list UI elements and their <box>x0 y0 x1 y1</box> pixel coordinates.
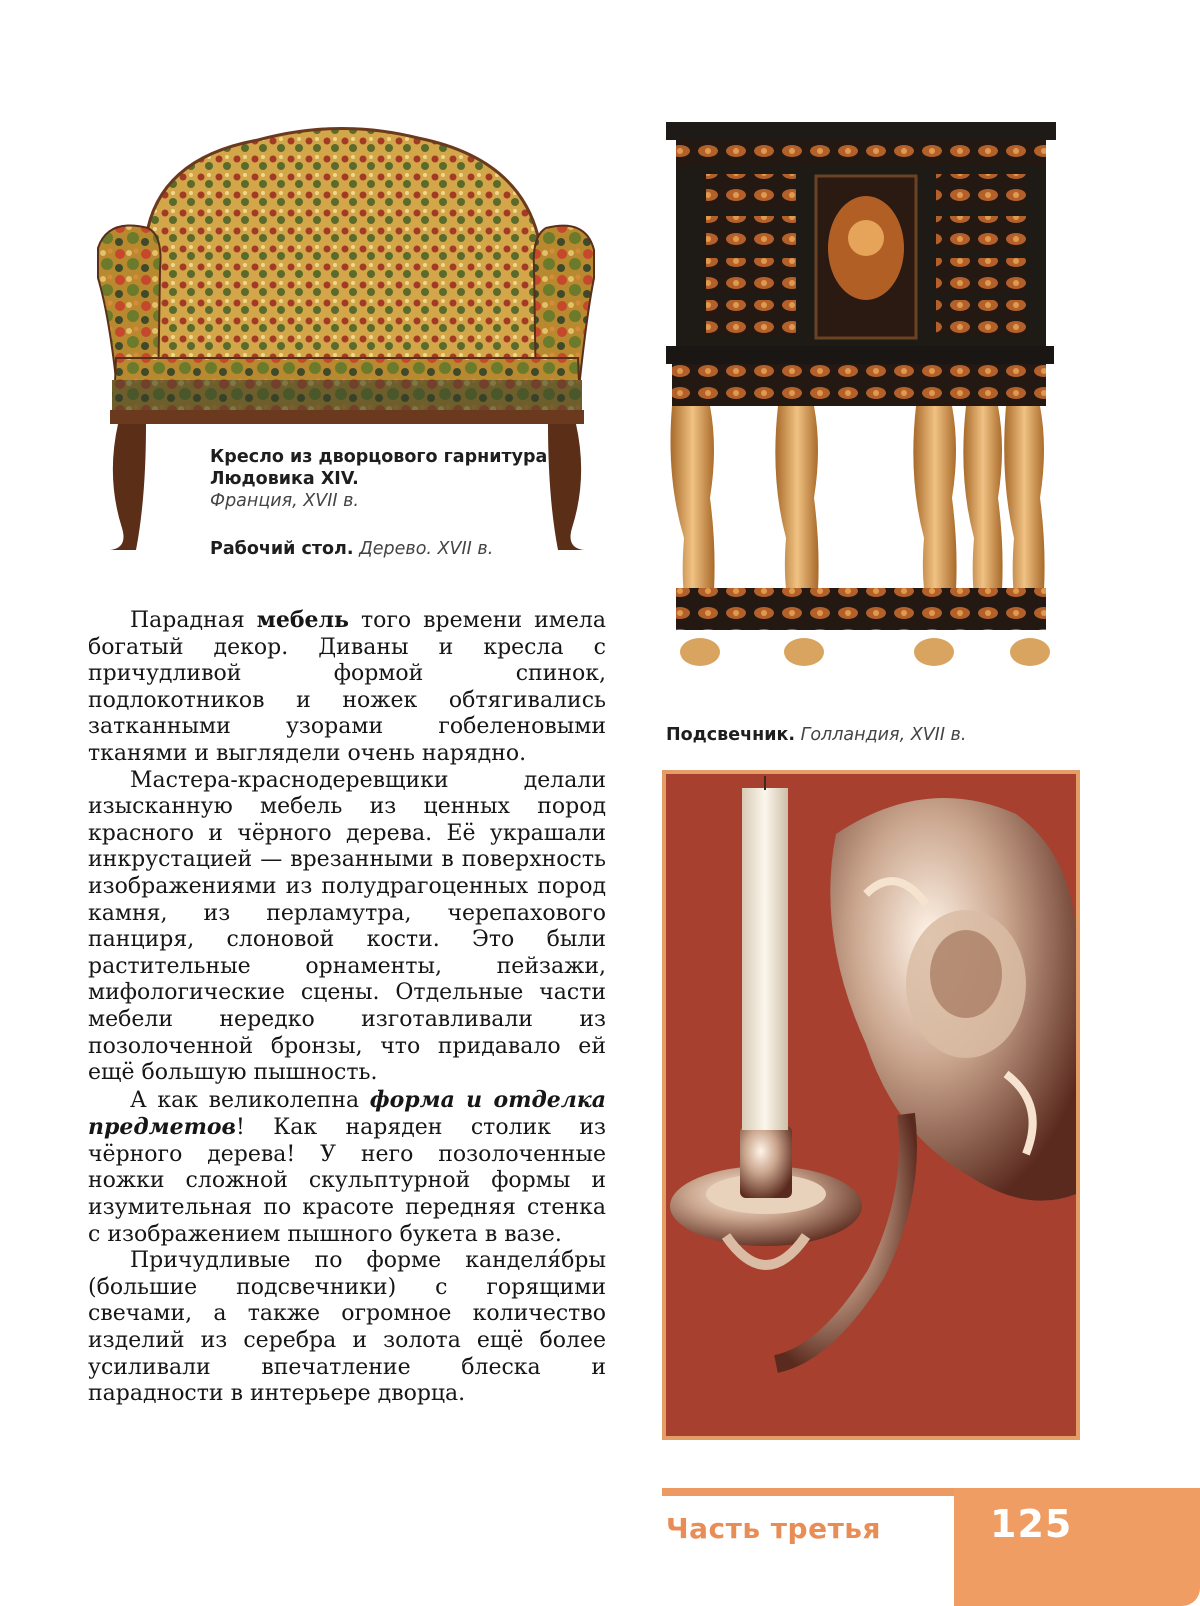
table-caption-title: Рабочий стол. <box>210 539 354 559</box>
p1-text-end: того времени имела богатый декор. Диваны и кресла с причудливой формой спинок, подлокотников и ножек обтягивались затканными узорами гобеленовыми тканями и выглядели очень нарядно. <box>88 608 606 766</box>
page-number: 125 <box>990 1502 1073 1546</box>
sconce-image <box>662 770 1080 1440</box>
paragraph-2: Мастера-краснодеревщики делали изысканную мебель из ценных пород красного и чёрного дерева. Её украшали инкрустацией — врезанными в поверхность изображениями из полудрагоценных пород камня, из перламутра, черепахового панциря, слоновой кости. Это были растительные орнаменты, пейзажи, мифологические сцены. Отдельные части мебели нередко изготавливали из позолоченной бронзы, что придавало ей ещё большую пышность. <box>88 767 606 1086</box>
paragraph-1 <box>88 607 606 768</box>
sofa-caption-origin: Франция, XVII в. <box>210 491 359 511</box>
p1-text-start: Парадная <box>130 608 257 633</box>
paragraph-4: Причудливые по форме канделя́бры (большие подсвечники) с горящими свечами, а также огромное количество изделий из серебра и золота ещё более усиливали впечатление блеска и парадности в интерьере дворца. <box>88 1248 606 1407</box>
p3-text-end: ! Как наряден столик из чёрного дерева! У него позолоченные ножки сложной скульптурной формы и изумительная по красоте передняя стенка с изображением пышного букета в вазе. <box>88 1115 606 1247</box>
table-caption <box>210 538 590 560</box>
sconce-caption-origin: Голландия, XVII в. <box>800 725 967 745</box>
sofa-caption-title: Кресло из дворцового гарнитура Людовика XIV. <box>210 447 548 489</box>
cabinet-image <box>666 118 1082 690</box>
sofa-caption <box>210 446 550 512</box>
footer-section-label: Часть третья <box>666 1512 881 1545</box>
footer-rule <box>662 1488 954 1496</box>
p1-term-furniture: мебель <box>256 607 349 633</box>
body-text <box>88 607 606 1408</box>
sconce-caption <box>666 724 1086 746</box>
sconce-caption-title: Подсвечник. <box>666 725 796 745</box>
table-caption-origin: Дерево. XVII в. <box>359 539 494 559</box>
paragraph-3 <box>88 1087 606 1249</box>
p3-text-start: А как великолепна <box>130 1087 370 1113</box>
p3-term-form: форма и отделка предметов <box>88 1086 607 1141</box>
